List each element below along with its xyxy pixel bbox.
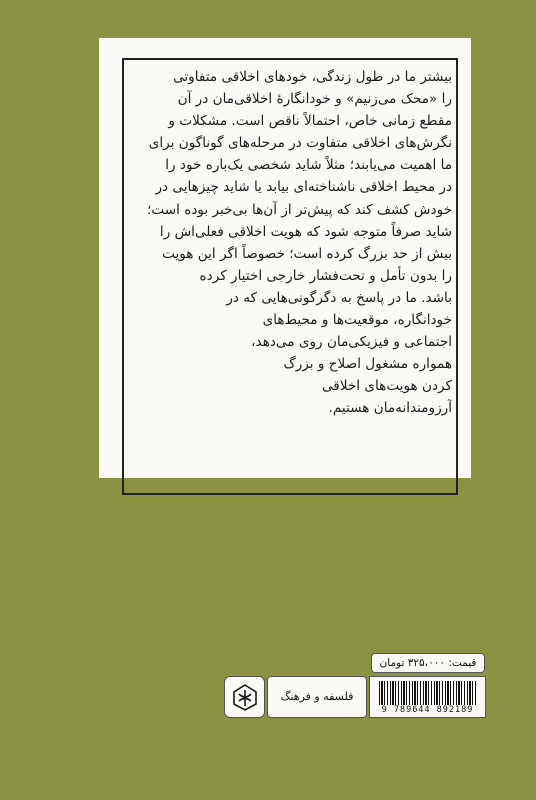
blurb-line: خودانگاره، موقعیت‌ها و محیط‌های xyxy=(262,312,452,329)
blurb-line: خودش کشف کند که پیش‌تر از آن‌ها بی‌خبر بوده است؛ xyxy=(147,201,452,218)
blurb-line: همواره مشغول اصلاح و بزرگ xyxy=(283,356,452,373)
publisher-logo xyxy=(224,676,265,718)
blurb-line: بیشتر ما در طول زندگی، خودهای اخلاقی متفاوتی xyxy=(173,69,452,85)
blurb-line: ما اهمیت می‌یابند؛ مثلاً شاید شخصی یک‌باره خود را xyxy=(165,157,452,174)
barcode-number: 9 789644 892189 xyxy=(381,705,474,715)
barcode-icon xyxy=(379,681,478,705)
price-label: قیمت: ۳۲۵،۰۰۰ تومان xyxy=(371,653,485,673)
blurb-line: در محیط اخلاقی ناشناخته‌ای بیابد یا شاید چیزهایی در xyxy=(155,179,452,196)
blurb-line: آرزومندانه‌مان هستیم. xyxy=(328,400,452,417)
blurb-line: بیش از حد بزرگ کرده است؛ خصوصاً اگر این هویت xyxy=(162,245,452,262)
blurb-line: شاید صرفاً متوجه شود که هویت اخلاقی فعلی‌اش را xyxy=(159,223,452,240)
blurb-line: مقطع زمانی خاص، احتمالاً ناقص است. مشکلات و xyxy=(168,113,452,130)
blurb-line: باشد. ما در پاسخ به دگرگونی‌هایی که در xyxy=(226,289,452,306)
blurb-line: کردن هویت‌های اخلاقی xyxy=(321,378,452,395)
series-name-label: فلسفه و فرهنگ xyxy=(267,676,367,718)
blurb-line: اجتماعی و فیزیکی‌مان روی می‌دهد، xyxy=(251,334,452,351)
publisher-emblem-icon xyxy=(231,682,259,713)
blurb-line: را «محک می‌زنیم» و خودانگارهٔ اخلاقی‌مان در آن xyxy=(177,91,452,108)
blurb-text xyxy=(126,66,452,420)
blurb-line: نگرش‌های اخلاقی متفاوت در مرحله‌های گوناگون برای xyxy=(148,135,452,152)
blurb-line: را بدون تأمل و تحت‌فشار خارجی اختیار کرده xyxy=(199,267,452,284)
isbn-barcode xyxy=(369,676,486,718)
